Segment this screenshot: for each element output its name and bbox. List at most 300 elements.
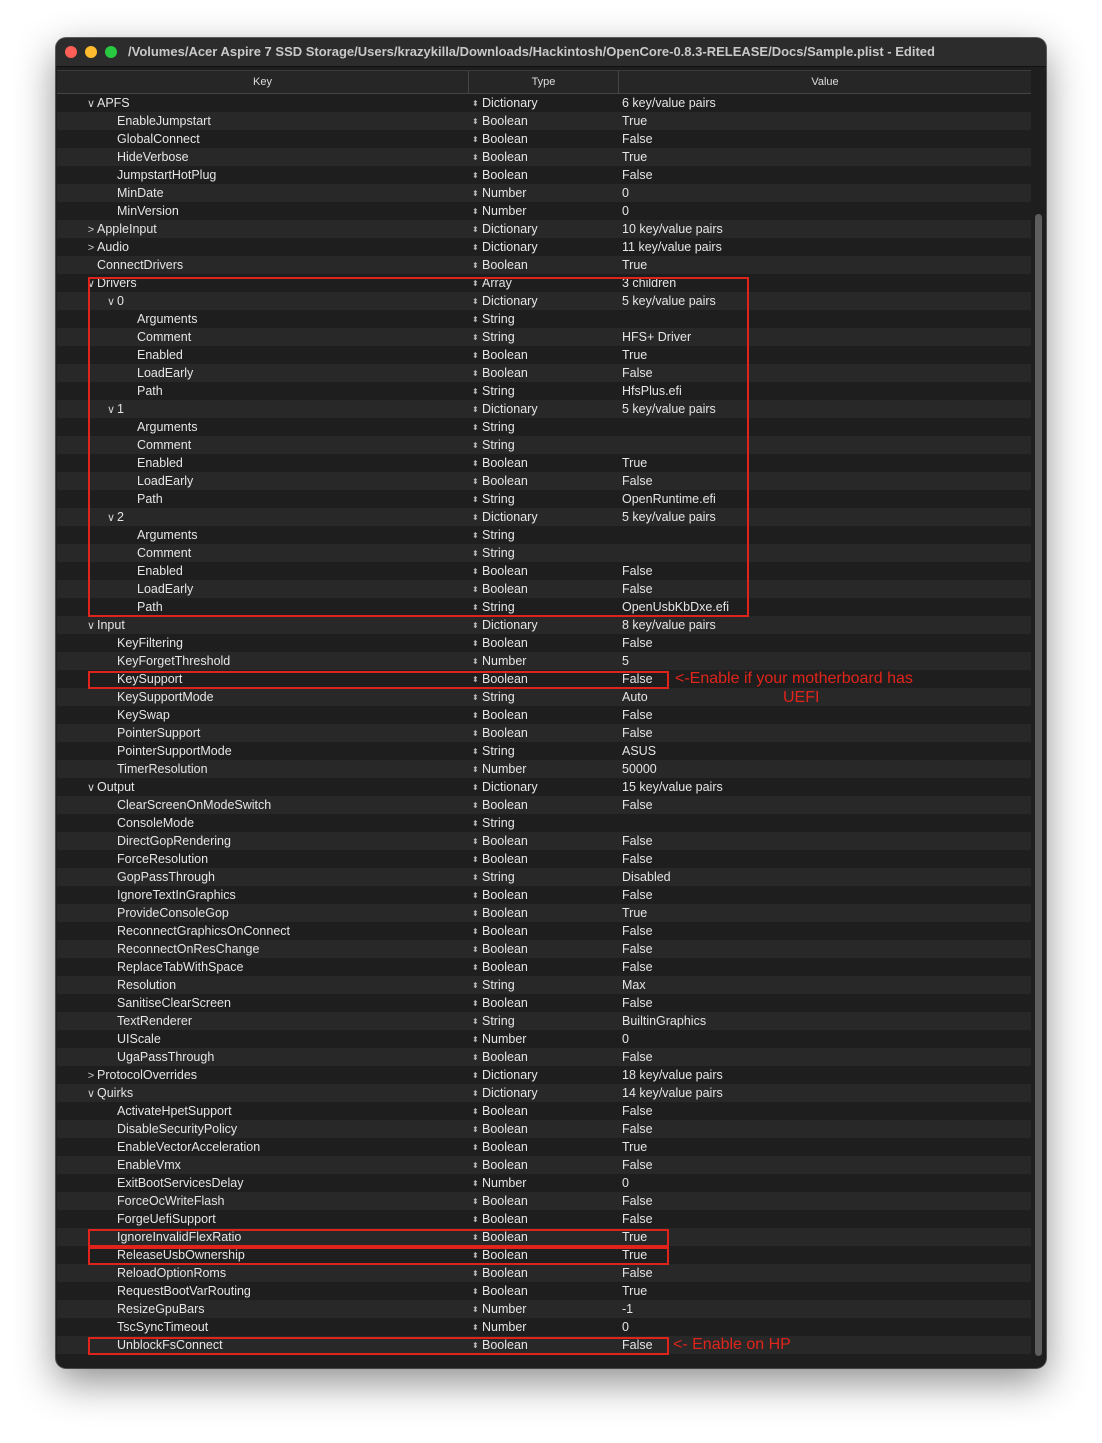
value-cell[interactable]: True xyxy=(622,114,648,128)
table-row[interactable] xyxy=(57,994,1031,1012)
key-cell[interactable] xyxy=(57,400,516,418)
type-cell[interactable] xyxy=(472,1012,617,1030)
table-row[interactable] xyxy=(57,1138,1031,1156)
value-cell[interactable]: False xyxy=(622,1212,653,1226)
type-cell[interactable] xyxy=(472,1318,617,1336)
updown-icon[interactable]: ⬍ xyxy=(472,1323,479,1332)
updown-icon[interactable]: ⬍ xyxy=(472,1179,479,1188)
type-cell[interactable] xyxy=(472,922,617,940)
updown-icon[interactable]: ⬍ xyxy=(472,171,479,180)
updown-icon[interactable]: ⬍ xyxy=(472,639,479,648)
key-cell[interactable] xyxy=(57,418,536,436)
table-row[interactable] xyxy=(57,364,1031,382)
key-cell[interactable] xyxy=(57,1174,516,1192)
type-cell[interactable] xyxy=(472,742,617,760)
updown-icon[interactable]: ⬍ xyxy=(472,243,479,252)
type-cell[interactable] xyxy=(472,1138,617,1156)
key-cell[interactable] xyxy=(57,670,516,688)
table-row[interactable] xyxy=(57,1156,1031,1174)
updown-icon[interactable]: ⬍ xyxy=(472,999,479,1008)
key-cell[interactable] xyxy=(57,436,536,454)
value-cell[interactable]: Auto xyxy=(622,690,648,704)
value-cell[interactable]: BuiltinGraphics xyxy=(622,1014,707,1028)
key-cell[interactable] xyxy=(57,526,536,544)
type-cell[interactable] xyxy=(472,904,617,922)
type-cell[interactable] xyxy=(472,832,617,850)
key-cell[interactable] xyxy=(57,1012,516,1030)
updown-icon[interactable]: ⬍ xyxy=(472,621,479,630)
table-row[interactable] xyxy=(57,1228,1031,1246)
key-cell[interactable] xyxy=(57,904,516,922)
value-cell[interactable]: True xyxy=(622,348,648,362)
type-cell[interactable] xyxy=(472,706,617,724)
value-cell[interactable]: 10 key/value pairs xyxy=(622,222,723,236)
chevron-down-icon[interactable]: ∨ xyxy=(86,782,96,794)
type-cell[interactable] xyxy=(472,796,617,814)
table-row[interactable] xyxy=(57,1048,1031,1066)
key-cell[interactable] xyxy=(57,184,516,202)
key-cell[interactable] xyxy=(57,1030,516,1048)
table-row[interactable] xyxy=(57,940,1031,958)
type-cell[interactable] xyxy=(472,130,617,148)
chevron-down-icon[interactable]: ∨ xyxy=(106,296,116,308)
type-cell[interactable] xyxy=(472,184,617,202)
column-header-value[interactable]: Value xyxy=(811,76,839,88)
type-cell[interactable] xyxy=(472,436,617,454)
updown-icon[interactable]: ⬍ xyxy=(472,1287,479,1296)
value-cell[interactable]: 5 key/value pairs xyxy=(622,294,716,308)
key-cell[interactable] xyxy=(57,94,496,112)
updown-icon[interactable]: ⬍ xyxy=(472,225,479,234)
type-cell[interactable] xyxy=(472,310,617,328)
table-row[interactable] xyxy=(57,1192,1031,1210)
value-cell[interactable]: False xyxy=(622,1266,653,1280)
table-row[interactable] xyxy=(57,292,1031,310)
table-row[interactable] xyxy=(57,868,1031,886)
updown-icon[interactable]: ⬍ xyxy=(472,207,479,216)
updown-icon[interactable]: ⬍ xyxy=(472,747,479,756)
type-cell[interactable] xyxy=(472,166,617,184)
table-row[interactable] xyxy=(57,1318,1031,1336)
table-row[interactable] xyxy=(57,526,1031,544)
table-row[interactable] xyxy=(57,238,1031,256)
table-row[interactable] xyxy=(57,724,1031,742)
value-cell[interactable]: 0 xyxy=(622,1176,629,1190)
updown-icon[interactable]: ⬍ xyxy=(472,765,479,774)
value-cell[interactable]: 3 children xyxy=(622,276,677,290)
key-cell[interactable] xyxy=(57,364,536,382)
table-row[interactable] xyxy=(57,1030,1031,1048)
table-row[interactable] xyxy=(57,1066,1031,1084)
value-cell[interactable]: True xyxy=(622,906,648,920)
key-cell[interactable] xyxy=(57,1138,516,1156)
key-cell[interactable] xyxy=(57,112,516,130)
value-cell[interactable]: 0 xyxy=(622,1032,629,1046)
updown-icon[interactable]: ⬍ xyxy=(472,1053,479,1062)
key-cell[interactable] xyxy=(57,742,516,760)
updown-icon[interactable]: ⬍ xyxy=(472,585,479,594)
type-cell[interactable] xyxy=(472,814,617,832)
key-cell[interactable] xyxy=(57,616,496,634)
key-cell[interactable] xyxy=(57,202,516,220)
value-cell[interactable]: True xyxy=(622,1140,648,1154)
value-cell[interactable]: False xyxy=(622,636,653,650)
table-row[interactable] xyxy=(57,796,1031,814)
key-cell[interactable] xyxy=(57,1246,516,1264)
value-cell[interactable]: False xyxy=(622,888,653,902)
updown-icon[interactable]: ⬍ xyxy=(472,117,479,126)
updown-icon[interactable]: ⬍ xyxy=(472,1071,479,1080)
table-row[interactable] xyxy=(57,310,1031,328)
value-cell[interactable]: Disabled xyxy=(622,870,671,884)
table-row[interactable] xyxy=(57,922,1031,940)
value-cell[interactable]: 18 key/value pairs xyxy=(622,1068,723,1082)
updown-icon[interactable]: ⬍ xyxy=(472,567,479,576)
updown-icon[interactable]: ⬍ xyxy=(472,711,479,720)
table-row[interactable] xyxy=(57,220,1031,238)
value-cell[interactable]: True xyxy=(622,1230,648,1244)
table-row[interactable] xyxy=(57,976,1031,994)
zoom-button[interactable] xyxy=(105,46,117,58)
value-cell[interactable]: 5 key/value pairs xyxy=(622,510,716,524)
updown-icon[interactable]: ⬍ xyxy=(472,837,479,846)
type-cell[interactable] xyxy=(472,382,617,400)
updown-icon[interactable]: ⬍ xyxy=(472,351,479,360)
value-cell[interactable]: False xyxy=(622,834,653,848)
updown-icon[interactable]: ⬍ xyxy=(472,855,479,864)
table-row[interactable] xyxy=(57,490,1031,508)
type-cell[interactable] xyxy=(472,1282,617,1300)
updown-icon[interactable]: ⬍ xyxy=(472,387,479,396)
table-row[interactable] xyxy=(57,598,1031,616)
chevron-down-icon[interactable]: ∨ xyxy=(86,278,96,290)
type-cell[interactable] xyxy=(472,1228,617,1246)
value-cell[interactable]: HFS+ Driver xyxy=(622,330,692,344)
value-cell[interactable]: False xyxy=(622,564,653,578)
updown-icon[interactable]: ⬍ xyxy=(472,477,479,486)
updown-icon[interactable]: ⬍ xyxy=(472,981,479,990)
column-header-type[interactable]: Type xyxy=(469,71,619,93)
chevron-down-icon[interactable]: ∨ xyxy=(106,404,116,416)
type-cell[interactable] xyxy=(472,1192,617,1210)
chevron-down-icon[interactable]: ∨ xyxy=(86,620,96,632)
value-cell[interactable]: False xyxy=(622,1338,653,1352)
updown-icon[interactable]: ⬍ xyxy=(472,729,479,738)
table-row[interactable] xyxy=(57,328,1031,346)
table-row[interactable] xyxy=(57,778,1031,796)
table-row[interactable] xyxy=(57,1084,1031,1102)
updown-icon[interactable]: ⬍ xyxy=(472,927,479,936)
type-cell[interactable] xyxy=(472,778,617,796)
type-cell[interactable] xyxy=(472,1084,617,1102)
key-cell[interactable] xyxy=(57,1210,516,1228)
close-button[interactable] xyxy=(65,46,77,58)
type-cell[interactable] xyxy=(472,562,617,580)
key-cell[interactable] xyxy=(57,220,496,238)
updown-icon[interactable]: ⬍ xyxy=(472,909,479,918)
key-cell[interactable] xyxy=(57,1102,516,1120)
key-cell[interactable] xyxy=(57,256,496,274)
key-cell[interactable] xyxy=(57,346,536,364)
key-cell[interactable] xyxy=(57,868,516,886)
table-row[interactable] xyxy=(57,1012,1031,1030)
updown-icon[interactable]: ⬍ xyxy=(472,1305,479,1314)
type-cell[interactable] xyxy=(472,1174,617,1192)
value-cell[interactable]: False xyxy=(622,1122,653,1136)
key-cell[interactable] xyxy=(57,832,516,850)
type-cell[interactable] xyxy=(472,994,617,1012)
updown-icon[interactable]: ⬍ xyxy=(472,1035,479,1044)
table-row[interactable] xyxy=(57,400,1031,418)
table-row[interactable] xyxy=(57,742,1031,760)
value-cell[interactable]: False xyxy=(622,1158,653,1172)
updown-icon[interactable]: ⬍ xyxy=(472,153,479,162)
key-cell[interactable] xyxy=(57,1156,516,1174)
type-cell[interactable] xyxy=(472,1120,617,1138)
key-cell[interactable] xyxy=(57,940,516,958)
type-cell[interactable] xyxy=(472,454,617,472)
value-cell[interactable]: 0 xyxy=(622,1320,629,1334)
type-cell[interactable] xyxy=(472,1246,617,1264)
type-cell[interactable] xyxy=(472,886,617,904)
updown-icon[interactable]: ⬍ xyxy=(472,801,479,810)
key-cell[interactable] xyxy=(57,1264,516,1282)
value-cell[interactable]: False xyxy=(622,474,653,488)
type-cell[interactable] xyxy=(472,976,617,994)
table-row[interactable] xyxy=(57,832,1031,850)
updown-icon[interactable]: ⬍ xyxy=(472,189,479,198)
key-cell[interactable] xyxy=(57,850,516,868)
table-row[interactable] xyxy=(57,274,1031,292)
key-cell[interactable] xyxy=(57,1318,516,1336)
table-row[interactable] xyxy=(57,382,1031,400)
key-cell[interactable] xyxy=(57,472,536,490)
key-cell[interactable] xyxy=(57,562,536,580)
updown-icon[interactable]: ⬍ xyxy=(472,891,479,900)
type-cell[interactable] xyxy=(472,652,617,670)
type-cell[interactable] xyxy=(472,148,617,166)
key-cell[interactable] xyxy=(57,310,536,328)
updown-icon[interactable]: ⬍ xyxy=(472,603,479,612)
type-cell[interactable] xyxy=(472,634,617,652)
updown-icon[interactable]: ⬍ xyxy=(472,1341,479,1350)
key-cell[interactable] xyxy=(57,598,536,616)
type-cell[interactable] xyxy=(472,616,617,634)
type-cell[interactable] xyxy=(472,364,617,382)
table-row[interactable] xyxy=(57,94,1031,112)
value-cell[interactable]: 5 xyxy=(622,654,629,668)
updown-icon[interactable]: ⬍ xyxy=(472,279,479,288)
key-cell[interactable] xyxy=(57,814,516,832)
table-row[interactable] xyxy=(57,1120,1031,1138)
value-cell[interactable]: False xyxy=(622,168,653,182)
value-cell[interactable]: False xyxy=(622,708,653,722)
chevron-right-icon[interactable]: > xyxy=(87,224,95,236)
key-cell[interactable] xyxy=(57,238,496,256)
key-cell[interactable] xyxy=(57,454,536,472)
table-row[interactable] xyxy=(57,202,1031,220)
type-cell[interactable] xyxy=(472,1102,617,1120)
updown-icon[interactable]: ⬍ xyxy=(472,549,479,558)
updown-icon[interactable]: ⬍ xyxy=(472,1017,479,1026)
chevron-right-icon[interactable]: > xyxy=(87,242,95,254)
value-cell[interactable]: 8 key/value pairs xyxy=(622,618,716,632)
key-cell[interactable] xyxy=(57,976,516,994)
value-cell[interactable]: False xyxy=(622,798,653,812)
updown-icon[interactable]: ⬍ xyxy=(472,873,479,882)
value-cell[interactable]: 14 key/value pairs xyxy=(622,1086,723,1100)
table-row[interactable] xyxy=(57,580,1031,598)
table-row[interactable] xyxy=(57,1282,1031,1300)
table-row[interactable] xyxy=(57,904,1031,922)
value-cell[interactable]: Max xyxy=(622,978,646,992)
table-row[interactable] xyxy=(57,472,1031,490)
table-row[interactable] xyxy=(57,1210,1031,1228)
type-cell[interactable] xyxy=(472,94,617,112)
value-cell[interactable] xyxy=(622,526,1022,544)
key-cell[interactable] xyxy=(57,1066,496,1084)
type-cell[interactable] xyxy=(472,274,617,292)
type-cell[interactable] xyxy=(472,598,617,616)
key-cell[interactable] xyxy=(57,724,516,742)
value-cell[interactable]: 15 key/value pairs xyxy=(622,780,723,794)
updown-icon[interactable]: ⬍ xyxy=(472,657,479,666)
table-row[interactable] xyxy=(57,166,1031,184)
key-cell[interactable] xyxy=(57,382,536,400)
type-cell[interactable] xyxy=(472,220,617,238)
table-row[interactable] xyxy=(57,184,1031,202)
chevron-down-icon[interactable]: ∨ xyxy=(86,1088,96,1100)
updown-icon[interactable]: ⬍ xyxy=(472,1197,479,1206)
type-cell[interactable] xyxy=(472,544,617,562)
type-cell[interactable] xyxy=(472,490,617,508)
type-cell[interactable] xyxy=(472,400,617,418)
updown-icon[interactable]: ⬍ xyxy=(472,99,479,108)
updown-icon[interactable]: ⬍ xyxy=(472,1215,479,1224)
updown-icon[interactable]: ⬍ xyxy=(472,135,479,144)
table-row[interactable] xyxy=(57,1174,1031,1192)
key-cell[interactable] xyxy=(57,1048,516,1066)
type-cell[interactable] xyxy=(472,1066,617,1084)
table-row[interactable] xyxy=(57,706,1031,724)
type-cell[interactable] xyxy=(472,850,617,868)
key-cell[interactable] xyxy=(57,1282,516,1300)
value-cell[interactable]: ASUS xyxy=(622,744,657,758)
updown-icon[interactable]: ⬍ xyxy=(472,1269,479,1278)
table-row[interactable] xyxy=(57,544,1031,562)
key-cell[interactable] xyxy=(57,1336,516,1354)
key-cell[interactable] xyxy=(57,1120,516,1138)
value-cell[interactable]: False xyxy=(622,582,653,596)
table-row[interactable] xyxy=(57,616,1031,634)
type-cell[interactable] xyxy=(472,1264,617,1282)
type-cell[interactable] xyxy=(472,1048,617,1066)
type-cell[interactable] xyxy=(472,292,617,310)
value-cell[interactable]: HfsPlus.efi xyxy=(622,384,682,398)
table-row[interactable] xyxy=(57,634,1031,652)
key-cell[interactable] xyxy=(57,1192,516,1210)
type-cell[interactable] xyxy=(472,112,617,130)
value-cell[interactable]: False xyxy=(622,996,653,1010)
type-cell[interactable] xyxy=(472,238,617,256)
updown-icon[interactable]: ⬍ xyxy=(472,405,479,414)
table-row[interactable] xyxy=(57,454,1031,472)
key-cell[interactable] xyxy=(57,760,516,778)
value-cell[interactable]: 5 key/value pairs xyxy=(622,402,716,416)
value-cell[interactable]: True xyxy=(622,258,648,272)
table-row[interactable] xyxy=(57,652,1031,670)
value-cell[interactable] xyxy=(622,544,1022,562)
key-cell[interactable] xyxy=(57,580,536,598)
value-cell[interactable] xyxy=(622,436,1022,454)
value-cell[interactable] xyxy=(622,418,1022,436)
value-cell[interactable]: True xyxy=(622,150,648,164)
key-cell[interactable] xyxy=(57,778,496,796)
key-cell[interactable] xyxy=(57,130,516,148)
updown-icon[interactable]: ⬍ xyxy=(472,333,479,342)
type-cell[interactable] xyxy=(472,760,617,778)
column-header-key[interactable]: Key xyxy=(57,71,469,93)
value-cell[interactable]: False xyxy=(622,1194,653,1208)
value-cell[interactable]: False xyxy=(622,726,653,740)
value-cell[interactable]: False xyxy=(622,960,653,974)
chevron-right-icon[interactable]: > xyxy=(87,1070,95,1082)
updown-icon[interactable]: ⬍ xyxy=(472,441,479,450)
table-row[interactable] xyxy=(57,1264,1031,1282)
updown-icon[interactable]: ⬍ xyxy=(472,1251,479,1260)
key-cell[interactable] xyxy=(57,148,516,166)
type-cell[interactable] xyxy=(472,1300,617,1318)
type-cell[interactable] xyxy=(472,328,617,346)
value-cell[interactable] xyxy=(622,310,1022,328)
type-cell[interactable] xyxy=(472,868,617,886)
value-cell[interactable]: False xyxy=(622,852,653,866)
value-cell[interactable]: False xyxy=(622,1104,653,1118)
key-cell[interactable] xyxy=(57,544,536,562)
table-row[interactable] xyxy=(57,1246,1031,1264)
updown-icon[interactable]: ⬍ xyxy=(472,1233,479,1242)
value-cell[interactable]: False xyxy=(622,924,653,938)
type-cell[interactable] xyxy=(472,418,617,436)
value-cell[interactable]: -1 xyxy=(622,1302,634,1316)
value-cell[interactable]: 50000 xyxy=(622,762,657,776)
type-cell[interactable] xyxy=(472,508,617,526)
key-cell[interactable] xyxy=(57,1084,496,1102)
updown-icon[interactable]: ⬍ xyxy=(472,423,479,432)
value-cell[interactable] xyxy=(622,814,1022,832)
scrollbar-thumb[interactable] xyxy=(1035,214,1042,1356)
table-row[interactable] xyxy=(57,1336,1031,1354)
key-cell[interactable] xyxy=(57,508,516,526)
value-cell[interactable]: 0 xyxy=(622,186,629,200)
key-cell[interactable] xyxy=(57,994,516,1012)
type-cell[interactable] xyxy=(472,472,617,490)
value-cell[interactable]: True xyxy=(622,456,648,470)
key-cell[interactable] xyxy=(57,688,516,706)
value-cell[interactable]: False xyxy=(622,366,653,380)
updown-icon[interactable]: ⬍ xyxy=(472,1125,479,1134)
key-cell[interactable] xyxy=(57,886,516,904)
table-row[interactable] xyxy=(57,418,1031,436)
updown-icon[interactable]: ⬍ xyxy=(472,297,479,306)
updown-icon[interactable]: ⬍ xyxy=(472,1089,479,1098)
value-cell[interactable]: 6 key/value pairs xyxy=(622,96,716,110)
chevron-down-icon[interactable]: ∨ xyxy=(106,512,116,524)
key-cell[interactable] xyxy=(57,652,516,670)
table-row[interactable] xyxy=(57,508,1031,526)
updown-icon[interactable]: ⬍ xyxy=(472,693,479,702)
table-row[interactable] xyxy=(57,688,1031,706)
